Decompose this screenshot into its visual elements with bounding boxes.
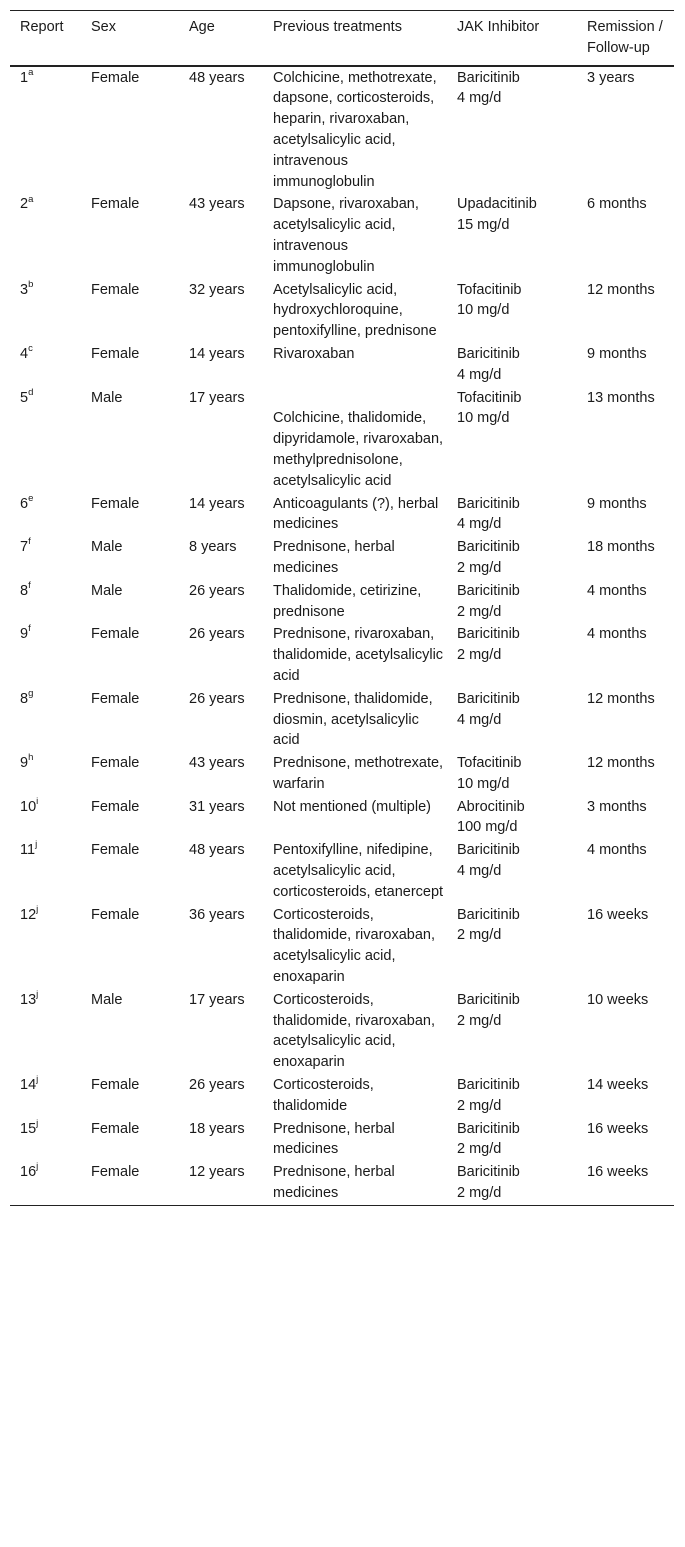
reference-mark: j: [36, 989, 39, 1001]
previous-treatments-cell: Prednisone, herbal medicines: [273, 1120, 395, 1158]
table-row: [10, 1074, 674, 1118]
sex-cell: Female: [91, 690, 140, 707]
age-cell: 48 years: [189, 842, 245, 859]
report-number: 4: [20, 345, 29, 362]
sex-cell: Female: [91, 69, 140, 86]
previous-treatments-cell: Corticosteroids, thalidomide, rivaroxaban, acetylsalicylic acid, enoxaparin: [273, 906, 436, 986]
remission-follow-up-cell: 16 weeks: [587, 1120, 649, 1137]
previous-treatments-cell: Rivaroxaban: [273, 345, 355, 362]
remission-follow-up-cell: 4 months: [587, 626, 647, 643]
age-cell: 43 years: [189, 196, 245, 213]
jak-inhibitor-cell: Baricitinib 2 mg/d: [457, 1077, 520, 1114]
table-row: [10, 623, 674, 687]
table-row: [10, 387, 674, 493]
report-cell: [10, 1161, 81, 1205]
report-number: 8: [20, 690, 29, 707]
report-cell: [10, 66, 81, 194]
jak-inhibitor-cell: Upadacitinib 15 mg/d: [457, 196, 537, 234]
reference-mark: j: [36, 903, 39, 915]
table-row: [10, 752, 674, 796]
jak-inhibitor-cell: Baricitinib 2 mg/d: [457, 582, 520, 620]
remission-follow-up-cell: 16 weeks: [587, 906, 649, 923]
table-header: [10, 11, 674, 66]
remission-follow-up-cell: 18 months: [587, 539, 655, 556]
previous-treatments-cell: Colchicine, thalidomide, dipyridamole, rivaroxaban, methylprednisolone, acetylsalicylic acid: [273, 410, 444, 489]
report-cell: [10, 904, 81, 989]
sex-cell: Female: [91, 495, 140, 512]
remission-follow-up-cell: 6 months: [587, 196, 647, 213]
table-row: [10, 193, 674, 278]
table-row: [10, 1118, 674, 1162]
jak-inhibitor-cell: Baricitinib 2 mg/d: [457, 906, 520, 944]
remission-follow-up-cell: 9 months: [587, 345, 647, 362]
report-number: 11: [20, 842, 36, 859]
age-cell: 32 years: [189, 281, 245, 298]
remission-follow-up-cell: 3 months: [587, 798, 647, 815]
jak-inhibitor-cell: Baricitinib 2 mg/d: [457, 1164, 520, 1202]
sex-cell: Female: [91, 626, 140, 643]
report-number: 7: [20, 539, 29, 556]
sex-cell: Male: [91, 582, 123, 599]
age-cell: 17 years: [189, 991, 245, 1008]
reference-mark: a: [28, 193, 34, 205]
report-number: 12: [20, 906, 37, 923]
report-number: 9: [20, 626, 29, 643]
report-number: 16: [20, 1164, 37, 1181]
previous-treatments-cell: Prednisone, rivaroxaban, thalidomide, acetylsalicylic acid: [273, 626, 444, 684]
age-cell: 26 years: [189, 690, 245, 707]
report-number: 5: [20, 389, 29, 406]
sex-cell: Female: [91, 906, 140, 923]
previous-treatments-cell: Acetylsalicylic acid, hydroxychloroquine, pentoxifylline, prednisone: [273, 281, 437, 340]
report-cell: [10, 1118, 81, 1162]
table-row: [10, 688, 674, 752]
previous-treatments-cell: Not mentioned (multiple): [273, 798, 431, 815]
sex-cell: Female: [91, 755, 140, 772]
age-cell: 18 years: [189, 1120, 245, 1137]
table-row: [10, 66, 674, 194]
remission-follow-up-cell: 12 months: [587, 755, 655, 772]
sex-cell: Female: [91, 196, 140, 213]
remission-follow-up-cell: 12 months: [587, 281, 655, 298]
jak-inhibitor-cell: Baricitinib 4 mg/d: [457, 69, 520, 107]
reference-mark: i: [36, 795, 39, 807]
report-number: 9: [20, 755, 29, 772]
previous-treatments-cell: Colchicine, methotrexate, dapsone, corticosteroids, heparin, rivaroxaban, acetylsalicylic acid, intravenous immunoglobulin: [273, 69, 437, 190]
reference-mark: j: [36, 1117, 39, 1129]
reference-mark: f: [28, 623, 31, 635]
table-body: [10, 66, 674, 1206]
sex-cell: Female: [91, 798, 140, 815]
data-table-container: [10, 10, 674, 1206]
age-cell: 36 years: [189, 906, 245, 923]
jak-inhibitor-cell: Baricitinib 2 mg/d: [457, 539, 520, 576]
jak-inhibitor-cell: Abrocitinib 100 mg/d: [457, 798, 525, 836]
previous-treatments-cell: Corticosteroids, thalidomide, rivaroxaban, acetylsalicylic acid, enoxaparin: [273, 991, 436, 1071]
sex-cell: Female: [91, 345, 140, 362]
age-cell: 12 years: [189, 1164, 245, 1181]
report-cell: [10, 989, 81, 1074]
report-number: 15: [20, 1120, 37, 1137]
report-cell: [10, 493, 81, 537]
sex-cell: Female: [91, 1164, 140, 1181]
report-number: 6: [20, 495, 29, 512]
remission-follow-up-cell: 12 months: [587, 690, 655, 707]
remission-follow-up-cell: 3 years: [587, 69, 635, 86]
reference-mark: j: [36, 1074, 39, 1086]
report-number: 8: [20, 582, 29, 599]
remission-follow-up-cell: 13 months: [587, 389, 655, 406]
reference-mark: f: [28, 579, 31, 591]
jak-inhibitor-cell: Baricitinib 4 mg/d: [457, 842, 520, 880]
remission-follow-up-cell: 9 months: [587, 495, 647, 512]
age-cell: 17 years: [189, 389, 245, 406]
table-row: [10, 580, 674, 624]
table-row: [10, 796, 674, 840]
remission-follow-up-cell: 16 weeks: [587, 1164, 649, 1181]
remission-follow-up-cell: 14 weeks: [587, 1077, 649, 1094]
jak-inhibitor-cell: Baricitinib 2 mg/d: [457, 626, 520, 664]
report-number: 1: [20, 69, 29, 86]
table-row: [10, 1161, 674, 1205]
table-row: [10, 343, 674, 387]
report-cell: [10, 536, 81, 580]
sex-cell: Female: [91, 1077, 140, 1094]
sex-cell: Male: [91, 991, 123, 1008]
previous-treatments-cell: Dapsone, rivaroxaban, acetylsalicylic acid, intravenous immunoglobulin: [273, 196, 419, 275]
previous-treatments-cell: Prednisone, herbal medicines: [273, 1164, 395, 1202]
report-cell: [10, 343, 81, 387]
report-number: 13: [20, 991, 37, 1008]
reference-mark: j: [36, 1161, 39, 1173]
jak-inhibitor-cell: Baricitinib 2 mg/d: [457, 1120, 520, 1158]
report-cell: [10, 1074, 81, 1118]
previous-treatments-cell: Pentoxifylline, nifedipine, acetylsalicylic acid, corticosteroids, etanercept: [273, 842, 444, 900]
previous-treatments-cell: Prednisone, thalidomide, diosmin, acetylsalicylic acid: [273, 690, 433, 749]
previous-treatments-cell: Corticosteroids, thalidomide: [273, 1077, 374, 1114]
jak-inhibitor-cell: Tofacitinib 10 mg/d: [457, 281, 522, 319]
reference-mark: c: [28, 343, 33, 355]
header-sex: Sex: [91, 19, 116, 35]
jak-inhibitor-cell: Baricitinib 2 mg/d: [457, 991, 520, 1029]
report-cell: [10, 623, 81, 687]
sex-cell: Female: [91, 281, 140, 298]
reference-mark: h: [28, 752, 34, 764]
report-cell: [10, 839, 81, 903]
remission-follow-up-cell: 4 months: [587, 842, 647, 859]
report-number: 2: [20, 196, 29, 213]
age-cell: 14 years: [189, 345, 245, 362]
previous-treatments-cell: Anticoagulants (?), herbal medicines: [273, 495, 439, 533]
sex-cell: Female: [91, 842, 140, 859]
table-row: [10, 279, 674, 343]
header-row: [10, 11, 674, 66]
report-cell: [10, 279, 81, 343]
age-cell: 31 years: [189, 798, 245, 815]
age-cell: 43 years: [189, 755, 245, 772]
report-cell: [10, 688, 81, 752]
reference-mark: e: [28, 492, 34, 504]
remission-follow-up-cell: 10 weeks: [587, 991, 649, 1008]
jak-inhibitor-cell: Tofacitinib 10 mg/d: [457, 755, 522, 792]
header-previous-treatments: Previous treatments: [273, 19, 402, 35]
age-cell: 8 years: [189, 539, 237, 556]
age-cell: 26 years: [189, 582, 245, 599]
reference-mark: j: [35, 839, 38, 851]
jak-inhibitor-cell: Baricitinib 4 mg/d: [457, 345, 520, 383]
age-cell: 48 years: [189, 69, 245, 86]
report-cell: [10, 580, 81, 624]
sex-cell: Male: [91, 389, 123, 406]
reference-mark: a: [28, 66, 34, 78]
jak-inhibitor-cell: Tofacitinib 10 mg/d: [457, 389, 522, 427]
age-cell: 26 years: [189, 1077, 245, 1094]
report-cell: [10, 387, 81, 493]
header-age: Age: [189, 19, 215, 35]
age-cell: 14 years: [189, 495, 245, 512]
table-row: [10, 989, 674, 1074]
jak-inhibitor-cell: Baricitinib 4 mg/d: [457, 495, 520, 533]
previous-treatments-cell: Prednisone, methotrexate, warfarin: [273, 755, 444, 792]
reference-mark: f: [28, 536, 31, 548]
previous-treatments-cell: Prednisone, herbal medicines: [273, 539, 395, 576]
header-remission-follow-up: Remission / Follow-up: [587, 19, 663, 56]
table-row: [10, 536, 674, 580]
header-jak-inhibitor: JAK Inhibitor: [457, 19, 540, 35]
reference-mark: g: [28, 687, 34, 699]
sex-cell: Female: [91, 1120, 140, 1137]
jak-inhibitor-cell: Baricitinib 4 mg/d: [457, 690, 520, 728]
previous-treatments-cell: Thalidomide, cetirizine, prednisone: [273, 582, 422, 620]
report-number: 10: [20, 798, 37, 815]
report-cell: [10, 796, 81, 840]
report-cell: [10, 752, 81, 796]
header-report: Report: [20, 19, 64, 35]
table-row: [10, 839, 674, 903]
reference-mark: b: [28, 278, 34, 290]
jak-inhibitor-reports-table: [10, 10, 674, 1206]
reference-mark: d: [28, 386, 34, 398]
table-row: [10, 904, 674, 989]
remission-follow-up-cell: 4 months: [587, 582, 647, 599]
sex-cell: Male: [91, 539, 123, 556]
report-number: 3: [20, 281, 29, 298]
age-cell: 26 years: [189, 626, 245, 643]
report-number: 14: [20, 1077, 37, 1094]
table-row: [10, 493, 674, 537]
report-cell: [10, 193, 81, 278]
